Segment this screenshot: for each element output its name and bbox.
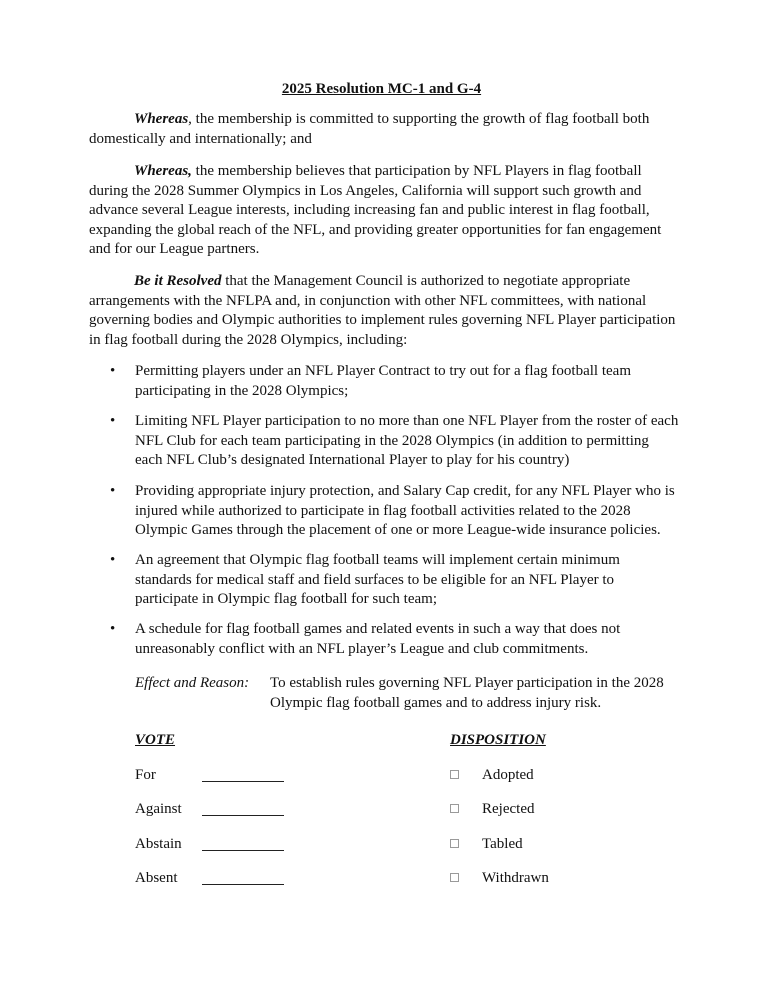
bullet-icon: • <box>110 413 116 429</box>
vote-label: Absent <box>135 870 178 886</box>
bullet-icon: • <box>110 552 116 568</box>
checkbox-icon[interactable] <box>450 804 459 813</box>
whereas-paragraph-1 <box>89 110 684 149</box>
list-item-text: Providing appropriate injury protection, and Salary Cap credit, for any NFL Player who is injured while authorized to participate in flag football activities related to the 2028 Olympic Games through the placement of one or more League-wide insurance policies. <box>135 483 675 538</box>
bullet-icon: • <box>110 363 116 379</box>
bullet-icon: • <box>110 621 116 637</box>
paragraph-text: the membership believes that participation by NFL Players in flag football during the 2028 Summer Olympics in Los Angeles, California will support such growth and advance several League interests, including increasing fan and public interest in flag football, expanding the global reach of the NFL, and providing greater opportunities for fan engagement and for our League partners. <box>89 163 662 257</box>
bullet-icon: • <box>110 483 116 499</box>
whereas-paragraph-2 <box>89 162 684 260</box>
vote-label: Against <box>135 801 182 817</box>
effect-text: To establish rules governing NFL Player participation in the 2028 Olympic flag football games and to address injury risk. <box>270 675 664 711</box>
checkbox-icon[interactable] <box>450 839 459 848</box>
paragraph-lead: Whereas, <box>134 163 192 179</box>
disposition-label: Adopted <box>482 767 534 783</box>
disposition-label: Withdrawn <box>482 870 549 886</box>
paragraph-lead: Whereas <box>134 111 189 127</box>
list-item-text: An agreement that Olympic flag football teams will implement certain minimum standards for medical staff and field surfaces to be eligible for an NFL Player to participate in Olympic flag football for such team; <box>135 552 620 607</box>
vote-blank-line <box>202 850 284 851</box>
vote-label: For <box>135 767 156 783</box>
disposition-label: Rejected <box>482 801 535 817</box>
vote-row-against <box>0 800 763 820</box>
checkbox-icon[interactable] <box>450 770 459 779</box>
effect-label: Effect and Reason: <box>135 675 250 691</box>
vote-blank-line <box>202 815 284 816</box>
vote-row-for <box>0 766 763 786</box>
disposition-header: DISPOSITION <box>450 732 546 748</box>
vote-row-absent <box>0 869 763 889</box>
paragraph-lead: Be it Resolved <box>134 273 222 289</box>
resolved-paragraph <box>89 272 684 350</box>
paragraph-text: , the membership is committed to supporting the growth of flag football both domestically and internationally; and <box>89 111 650 147</box>
vote-header: VOTE <box>135 732 176 748</box>
vote-label: Abstain <box>135 836 182 852</box>
list-item-text: Permitting players under an NFL Player Contract to try out for a flag football team participating in the 2028 Olympics; <box>135 363 631 399</box>
disposition-label: Tabled <box>482 836 523 852</box>
resolution-title: 2025 Resolution MC-1 and G-4 <box>281 81 482 97</box>
vote-row-abstain <box>0 835 763 855</box>
checkbox-icon[interactable] <box>450 873 459 882</box>
list-item-text: A schedule for flag football games and related events in such a way that does not unreasonably conflict with an NFL player’s League and club commitments. <box>135 621 621 657</box>
paragraph-text: that the Management Council is authorized to negotiate appropriate arrangements with the NFLPA and, in conjunction with other NFL committees, with national governing bodies and Olympic authorities to implement rules governing NFL Player participation in flag football during the 2028 Olympics, including: <box>89 273 676 348</box>
list-item-text: Limiting NFL Player participation to no more than one NFL Player from the roster of each NFL Club for each team participating in the 2028 Olympics (in addition to permitting each NFL Club’s designated International Player to play for his country) <box>135 413 679 468</box>
vote-blank-line <box>202 781 284 782</box>
vote-blank-line <box>202 884 284 885</box>
